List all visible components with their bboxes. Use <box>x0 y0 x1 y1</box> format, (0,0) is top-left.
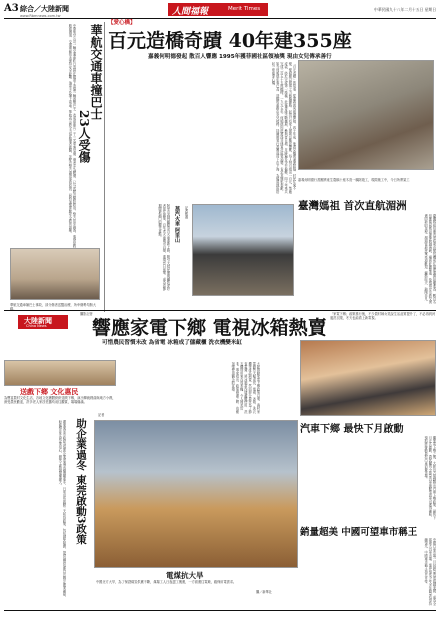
story-car-headline: 汽車下鄉 最快下月啟動 <box>300 424 404 435</box>
story-dongguan-body: 廣東東莞市政府為協助企業度過金融海嘯寒冬，日前宣布啟動三大扶持政策，包括減免稅費、提供融資協助以及穩定就業補貼，盼能穩住外資企業信心，避免工廠倒閉潮擴大。 <box>57 420 66 600</box>
banner-headline: 響應家電下鄉 電視冰箱熱賣 <box>92 317 327 339</box>
logo <box>168 3 268 16</box>
section-label: 綜合／大陸新聞 <box>20 5 69 13</box>
story-right-top-headline: 臺灣媽祖 首次直航湄洲 <box>298 200 407 212</box>
story-top-body: 「百元造橋」的故事，從嘉義的何明德開始。四十年前，他看見鄉間溪流阻隔，村民往來不便，便發願以微薄之力修橋鋪路。起初只有家人與幾位鄰居響應，每人每月捐出一百元，集腋成裘，終於完成第一座橋。此後善緣不斷擴展，參與者日增，足跡遍及全台偏鄉，四十年來共完成三百五十五座橋樑。一九九五年，何明德因此獲得菲律賓社區領袖獎，肯定其無私奉獻。如今何明德年事已高，造橋的重擔由女兒接棒，持續帶領行善團成員上山下海，為偏遠地區搭起一座座愛心橋。 <box>270 62 296 194</box>
page-number: A3 <box>4 3 19 14</box>
page-bottom-rule <box>4 610 436 611</box>
story-dongguan-headline: 助企業過冬 東莞啟動3政策 <box>75 418 87 545</box>
story-left-body: 中華航空公司一輛交通車昨日清晨在國道上追撞一輛遊覽巴士，造成兩車共二十三名乘客受傷，傷者多為輕傷，已分送附近醫院救治。警方初步調查，事發當時路面濕滑，交通車疑似未保持安全距離，煞車不及撞上前車。華航表示將全力協助傷者就醫，並配合警方調查事故原因，同時加強駕駛安全教育訓練。 <box>67 24 76 248</box>
story-top-subhead: 嘉義何明德發起 散百人響應 1995年獲菲國社區領袖獎 現由女兒傳承善行 <box>148 54 332 60</box>
story-note-credit: 記者 <box>98 413 105 417</box>
story-sales-body: 中國汽車市場一月份銷量首度超越美國，成為全球最大汽車市場，業界預估今年全年銷量有望持續領先，中國車市稱王指日可待。 <box>423 538 436 606</box>
story-mid-body: 阿里山森林鐵路蒸汽火車重新上路，吸引大批民眾與攝影愛好者前往朝聖，百年老火車噴出白煙，重現昔日風華，成為春節期間最熱門的觀光景點。 <box>157 204 170 291</box>
story-car <box>300 418 436 522</box>
banner-subhead: 可惜農民習慣未改 為省電 冰箱成了儲藏櫃 洗衣機變米缸 <box>102 340 243 346</box>
story-left-caption: 華航交通車撞巴士事故，部分傷者送醫治療，所幸傷勢均無大 <box>10 303 97 307</box>
col-divider <box>104 22 105 312</box>
story-mid <box>108 202 294 306</box>
banner-tag <box>18 315 68 329</box>
story-right-top-body: 臺灣媽祖信眾首度搭乘直航包機前往福建湄洲祖廟進香，數百名信眾隨同媽祖神像跨越海峽，場面莊嚴隆重，象徵兩岸宗教交流邁向新的里程。湄洲當地民眾夾道歡迎，鑼鼓喧天，熱鬧非凡。 <box>423 214 436 304</box>
banner-tag-en: China News <box>26 324 47 328</box>
story-left-headline-b: 23人受傷 <box>77 110 91 163</box>
story-note-body: 為豐富農村文化生活，各地文化團體紛紛送戲下鄉，演出傳統戲曲與地方小戲，深受農民歡迎，許多老人家扶老攜幼前往觀賞，場場爆滿。 <box>4 396 116 405</box>
photo-bottom-title: 電煤抗大旱 <box>166 571 204 580</box>
story-top-kicker: 【愛心橋】 <box>108 20 136 26</box>
story-note-headline: 送戲下鄉 文化惠民 <box>20 387 79 396</box>
story-left-credit: 攝影記者 <box>80 312 93 316</box>
story-top <box>108 18 436 198</box>
photo-bottom-credit: 攝／新華社 <box>256 590 272 594</box>
story-left-photo <box>10 248 100 300</box>
logo-text: 人間福報 <box>172 7 209 17</box>
story-sales-headline: 銷量超美 中國可望車市稱王 <box>300 527 418 538</box>
story-note <box>4 360 116 418</box>
story-sales <box>300 524 436 610</box>
story-top-caption: 嘉義何明德行善團將產生農橋十座木造一橋除竣工，現際施工中，今日所將架工 <box>298 178 410 182</box>
photo-bottom <box>94 420 298 568</box>
story-left-headline-a: 華航交通車撞巴士 <box>89 24 103 120</box>
story-dongguan <box>4 418 98 604</box>
banner-tag-text: 大陸新聞 <box>24 317 52 325</box>
story-note-photo <box>4 360 116 386</box>
story-mid-vertical-title: 蒸汽火車 阿里山 <box>174 206 180 243</box>
story-mid-photo <box>192 204 294 296</box>
issue-date: 中華民國九十八年二月十五日 星期日 <box>374 7 436 12</box>
story-car-photo <box>300 340 436 416</box>
photo-bottom-caption: 中國北方大旱，為了保證煤炭供應不斷，煤場工人日夜趕工搬運，一方面運往電廠，確保用電需求。 <box>96 580 237 584</box>
story-mid-credit: 記者報導 <box>184 206 188 219</box>
story-car-body: 繼家電下鄉之後，大陸官方規劃推出汽車下鄉政策，最快下月正式啟動，農民購買小排量汽車與輕型貨車可獲得補貼，預料將帶動農村汽車消費市場。 <box>423 436 436 520</box>
story-top-headline: 百元造橋奇蹟 40年建355座 <box>108 30 352 52</box>
story-quote-body: 「家電下鄉」政策推行後，不少農村婦女笑說生活品質提升了，不必再到河邊洗衣服，冬天也能看上新電視。 <box>330 312 436 321</box>
story-top-photo <box>298 60 434 170</box>
banner-rule <box>4 310 436 311</box>
logo-en: Merit Times <box>228 6 261 12</box>
story-right-top <box>298 198 436 308</box>
banner-body: 大陸推動家電下鄉政策以來，農村家電銷售大幅成長，電視、冰箱、洗衣機等產品熱賣。然而部分農民為了節省電費，將冰箱當作儲藏櫃使用，洗衣機則用來存放米糧，令人啼笑皆非。專家指出，政策推廣之餘，也應加強使用觀念的宣導。 <box>230 362 260 414</box>
site-url: www.Rbmnews.com.tw <box>20 14 61 18</box>
